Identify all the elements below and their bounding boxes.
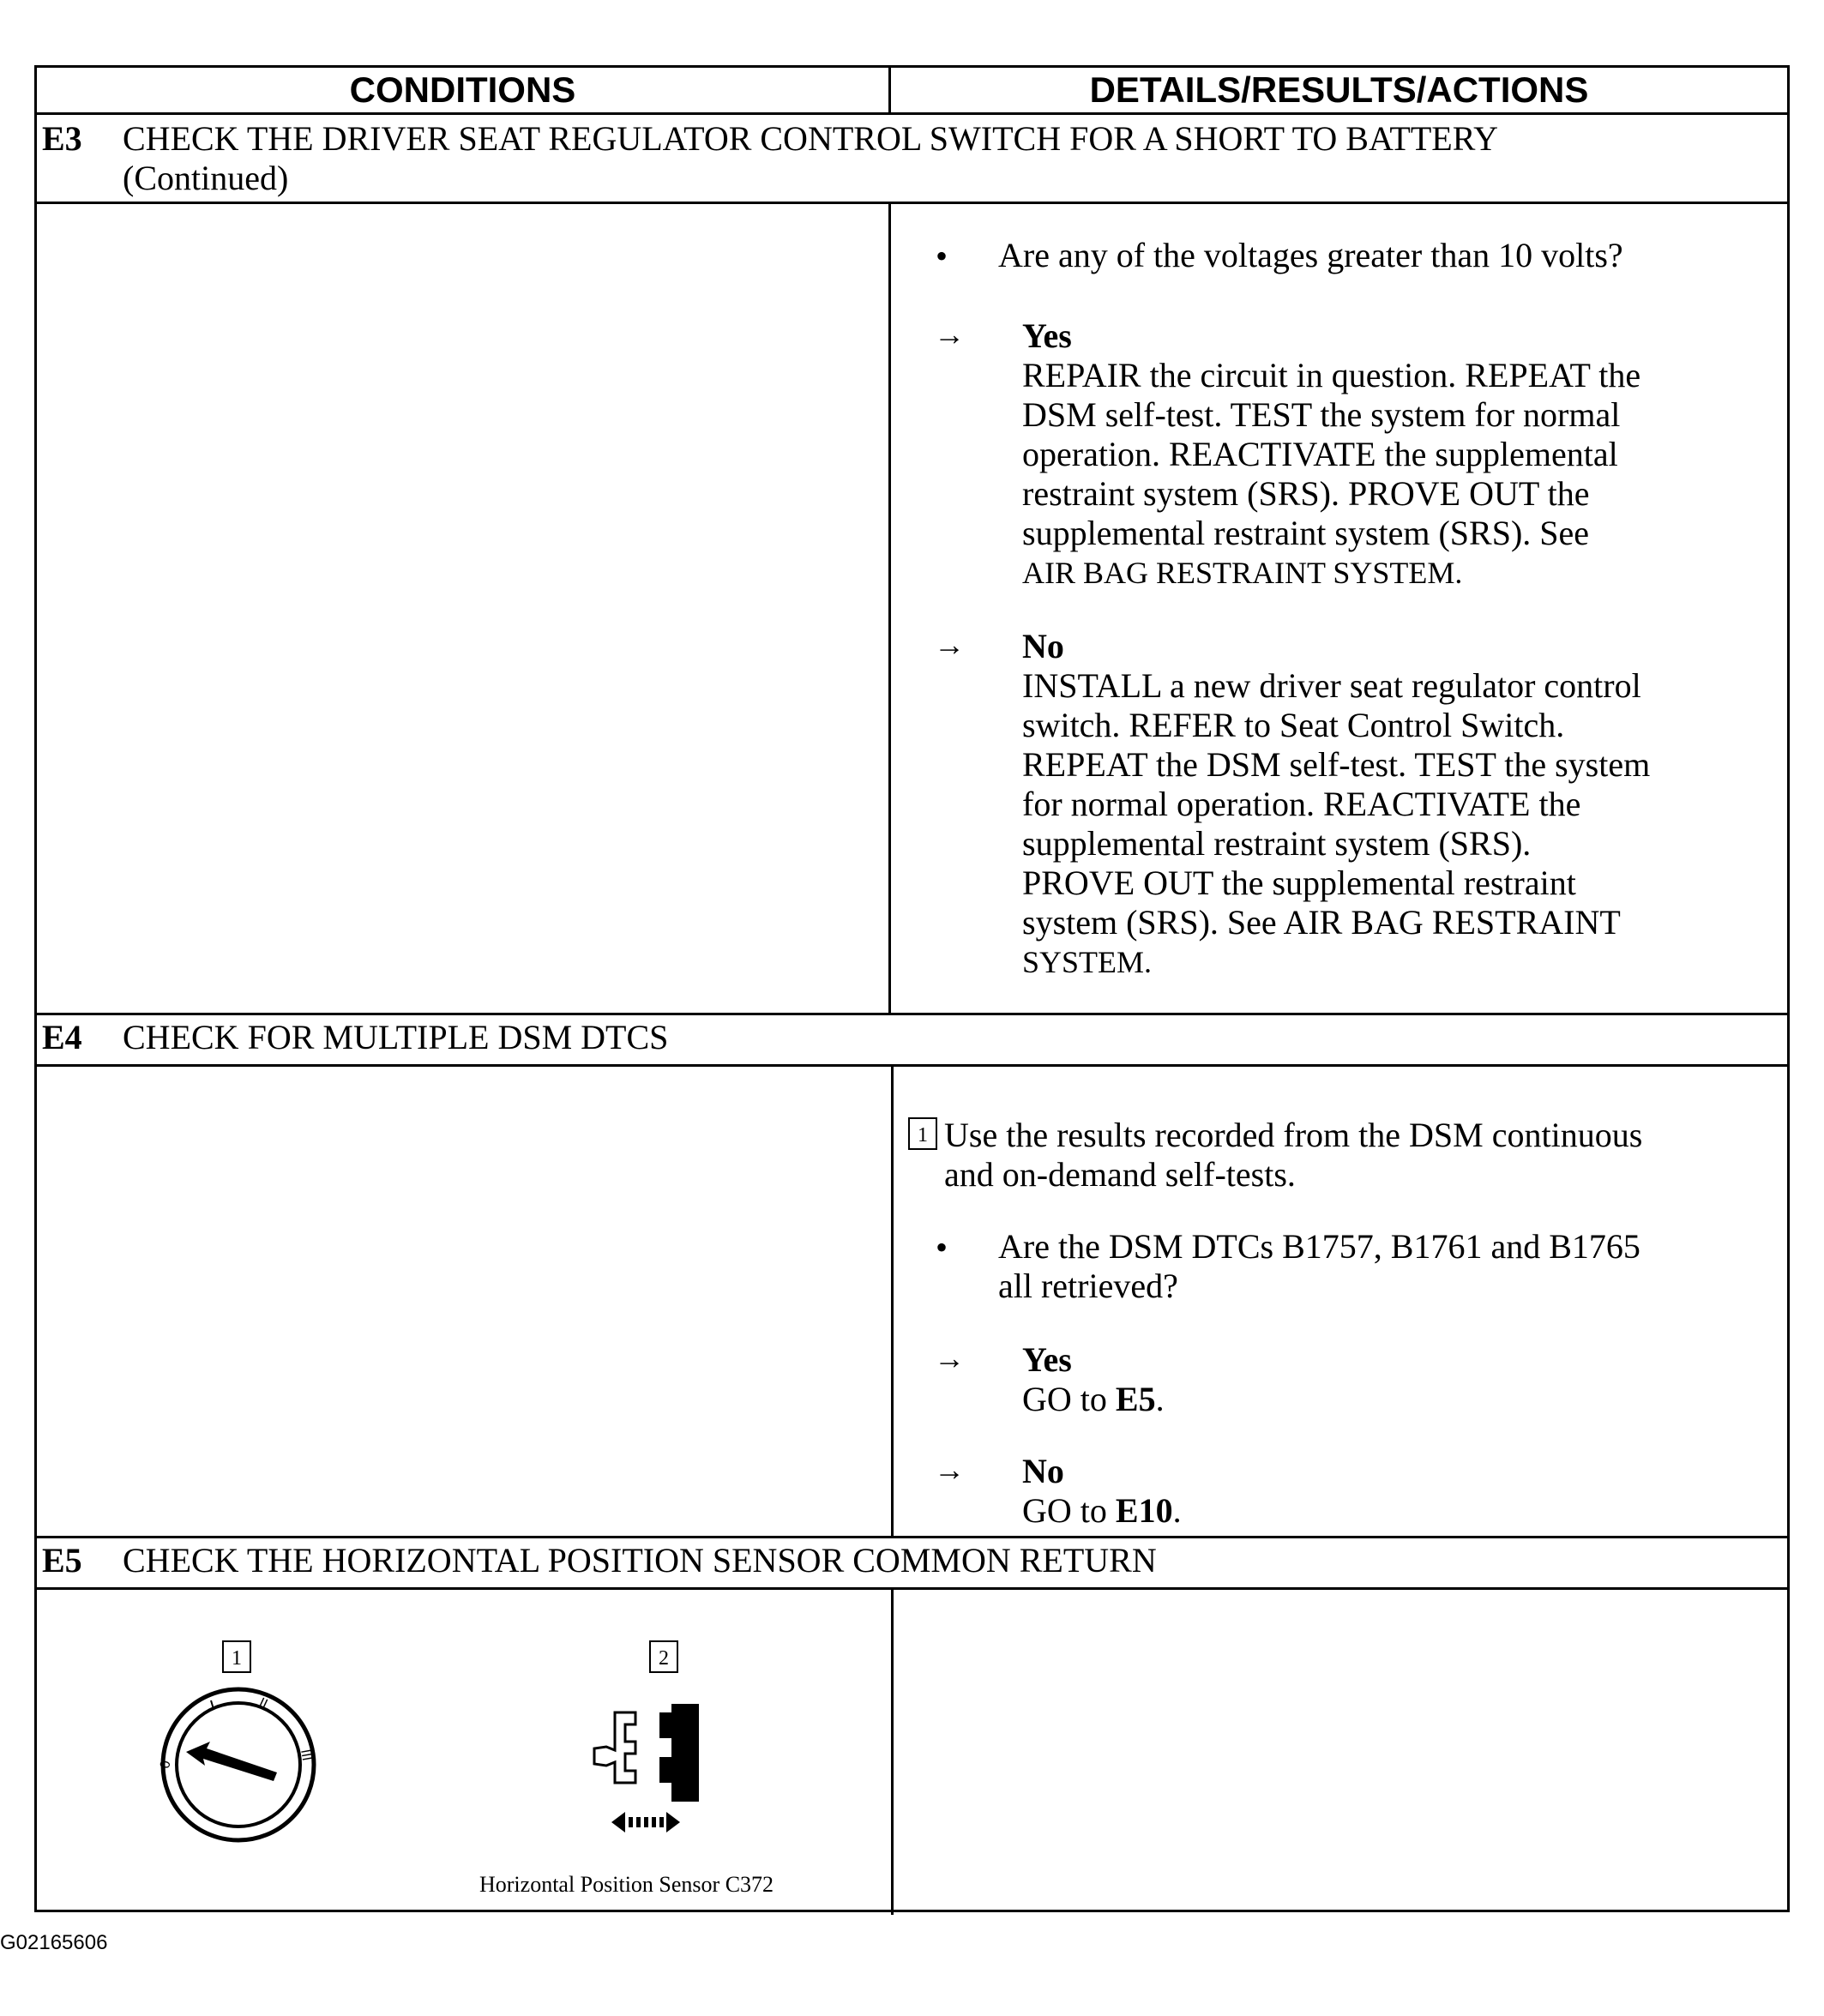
e4-yes-go: GO to (1022, 1380, 1116, 1418)
header-details: DETAILS/RESULTS/ACTIONS (1089, 69, 1589, 110)
e5-divider (891, 1587, 894, 1915)
e3-no-line-8: SYSTEM. (1022, 945, 1153, 979)
e3-yes-arrow: → (934, 317, 965, 352)
e5-title-rule (37, 1587, 1787, 1590)
e3-no-line-6: PROVE OUT the supplemental restraint (1022, 864, 1576, 902)
e3-no-line-1: INSTALL a new driver seat regulator control (1022, 666, 1641, 705)
e4-step-number: 1 (908, 1117, 937, 1150)
ignition-switch-icon (157, 1683, 320, 1846)
e3-no-line-7: system (SRS). See AIR BAG RESTRAINT (1022, 903, 1621, 942)
e3-continued: (Continued) (123, 159, 289, 197)
e4-question-line-2: all retrieved? (998, 1267, 1178, 1305)
e4-yes-label: Yes (1022, 1340, 1072, 1379)
e4-bullet: • (936, 1228, 948, 1267)
e3-question: Are any of the voltages greater than 10 volts? (998, 236, 1623, 274)
svg-text:0: 0 (158, 1759, 174, 1770)
e3-title-rule (37, 202, 1787, 204)
e4-yes-arrow: → (934, 1341, 965, 1375)
e4-no-period: . (1172, 1491, 1182, 1530)
procedure-table (34, 65, 1790, 1912)
header-divider (888, 68, 891, 112)
e4-yes-period: . (1155, 1380, 1165, 1418)
svg-text:III: III (298, 1748, 315, 1762)
e4-no-arrow: → (934, 1453, 965, 1487)
e3-no-line-2: switch. REFER to Seat Control Switch. (1022, 706, 1565, 744)
e4-question-line-1: Are the DSM DTCs B1757, B1761 and B1765 (998, 1227, 1640, 1266)
e4-step-line-1: Use the results recorded from the DSM continuous (944, 1116, 1643, 1154)
e3-yes-label: Yes (1022, 316, 1072, 355)
e3-no-line-3: REPEAT the DSM self-test. TEST the system (1022, 745, 1651, 784)
e4-code: E4 (42, 1018, 82, 1056)
e4-yes-action (1022, 1380, 1165, 1419)
sensor-caption: Horizontal Position Sensor C372 (479, 1872, 774, 1897)
e5-title: CHECK THE HORIZONTAL POSITION SENSOR COMMON RETURN (123, 1541, 1157, 1580)
e4-section-title (42, 1018, 668, 1057)
header-conditions: CONDITIONS (349, 69, 576, 110)
e5-code: E5 (42, 1541, 82, 1580)
e4-title-rule (37, 1064, 1787, 1067)
e3-title: CHECK THE DRIVER SEAT REGULATOR CONTROL SWITCH FOR A SHORT TO BATTERY (123, 119, 1499, 158)
e3-yes-line-3: operation. REACTIVATE the supplemental (1022, 435, 1618, 473)
e5-step1-number: 1 (222, 1640, 251, 1673)
e3-yes-line-6: AIR BAG RESTRAINT SYSTEM. (1022, 556, 1463, 590)
e4-step-line-2: and on-demand self-tests. (944, 1155, 1296, 1194)
header-rule (37, 112, 1787, 115)
e3-no-arrow: → (934, 628, 965, 662)
e4-no-label: No (1022, 1452, 1064, 1490)
figure-id: G02165606 (0, 1931, 108, 1954)
e3-section-title (42, 119, 1498, 159)
e3-divider (888, 202, 891, 1013)
e3-yes-line-5: supplemental restraint system (SRS). See (1022, 514, 1590, 552)
e3-bullet: • (936, 237, 948, 275)
e4-divider (891, 1064, 894, 1536)
e4-no-go: GO to (1022, 1491, 1116, 1530)
e3-yes-line-2: DSM self-test. TEST the system for normal (1022, 395, 1621, 434)
e4-title: CHECK FOR MULTIPLE DSM DTCS (123, 1018, 669, 1056)
e3-yes-line-4: restraint system (SRS). PROVE OUT the (1022, 474, 1590, 513)
e4-no-action (1022, 1491, 1182, 1531)
e3-no-line-5: supplemental restraint system (SRS). (1022, 824, 1532, 863)
svg-text:II: II (256, 1695, 270, 1712)
e4-no-target-link[interactable]: E10 (1115, 1491, 1173, 1530)
e3-no-line-4: for normal operation. REACTIVATE the (1022, 785, 1581, 823)
e5-step2-number: 2 (649, 1640, 678, 1673)
e4-end-rule (37, 1536, 1787, 1538)
e5-section-title (42, 1541, 1157, 1580)
e3-end-rule (37, 1013, 1787, 1015)
sensor-connector-icon (577, 1695, 749, 1867)
e3-code: E3 (42, 119, 82, 158)
e3-yes-line-1: REPAIR the circuit in question. REPEAT the (1022, 356, 1641, 394)
e3-no-label: No (1022, 627, 1064, 665)
e4-yes-target-link[interactable]: E5 (1115, 1380, 1156, 1418)
